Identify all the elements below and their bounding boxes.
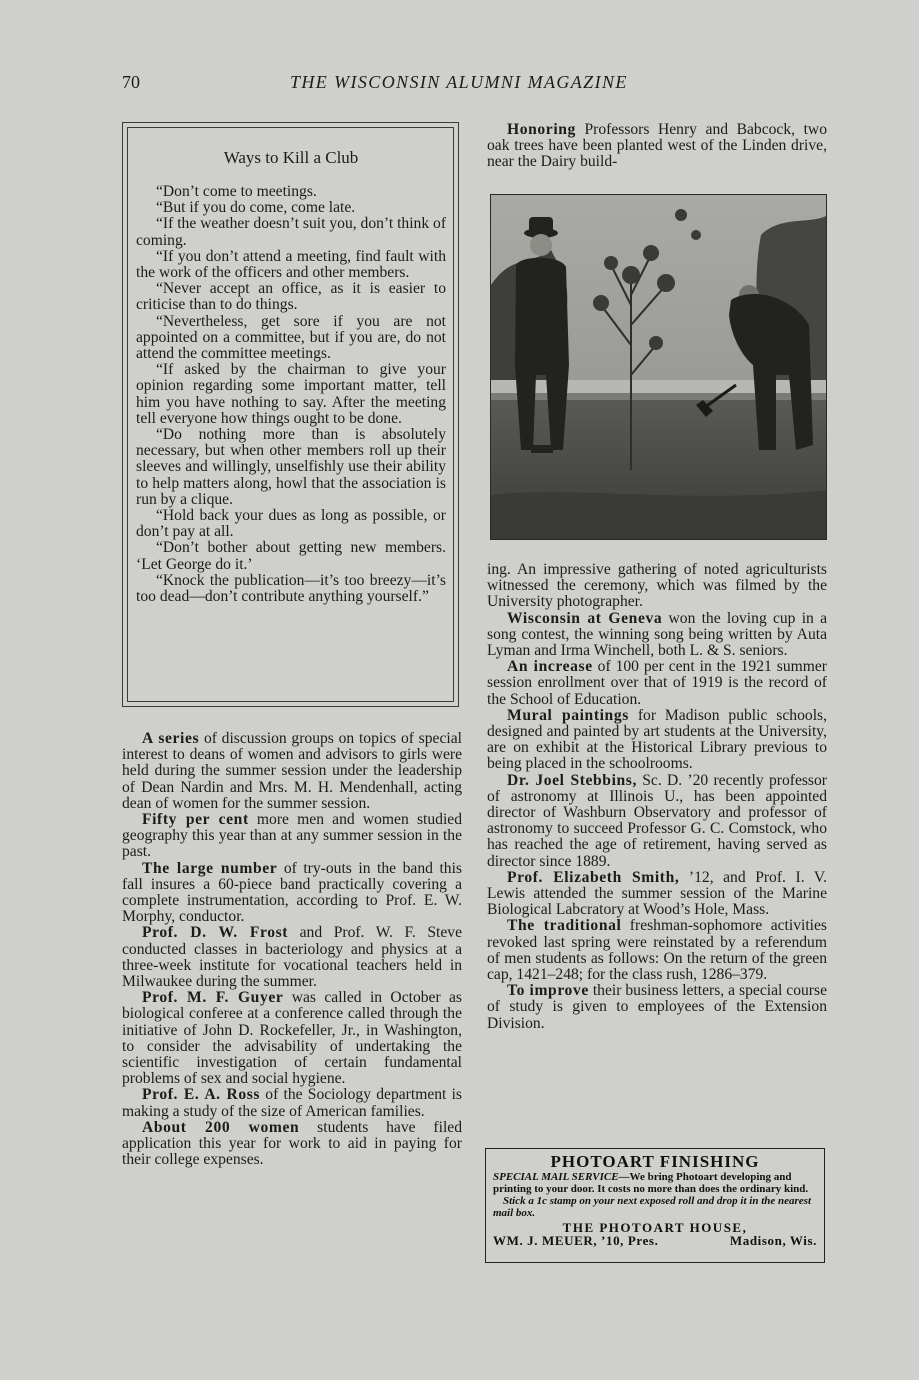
ad-city: Madison, Wis.: [729, 1233, 817, 1248]
ad-stamp: [493, 1195, 817, 1219]
article-lead: Mural paintings: [507, 706, 629, 724]
right-column-top: [487, 122, 827, 171]
article-paragraph: [122, 861, 462, 926]
ad-owner: WM. J. MEUER, ’10, Pres.: [493, 1233, 659, 1248]
ad-title: PHOTOART FINISHING: [550, 1152, 760, 1171]
article-lead: A series: [142, 730, 200, 747]
sidebar-box-paragraph: “If the weather doesn’t suit you, don’t think of coming.: [136, 215, 447, 249]
article-paragraph: [122, 925, 462, 990]
article-lead: To improve: [507, 982, 589, 1000]
article-paragraph: [122, 990, 462, 1087]
article-lead: About 200 women: [142, 1118, 300, 1136]
article-paragraph: [487, 773, 827, 870]
sidebar-box-paragraph: “Don’t come to meetings.: [156, 183, 317, 200]
article-text: for Madison public schools, designed and painted by art students at the University, are on exhibit at the Historical Library previous to being placed in the schoolrooms.: [487, 706, 827, 773]
article-text: more men and women studied geography this year than at any summer session in the past.: [122, 811, 462, 861]
sidebar-box-paragraph: “But if you do come, come late.: [156, 199, 356, 217]
article-paragraph: [487, 122, 827, 171]
ad-service-text: —We bring Photoart developing and printing to your door. It costs no more than does the ordinary kind.: [493, 1171, 809, 1195]
ad-stamp-text: Stick a 1c stamp on your next exposed roll and drop it in the nearest mail box.: [493, 1195, 812, 1219]
article-lead: Fifty per cent: [142, 811, 249, 829]
article-text: won the loving cup in a song contest, the winning song being written by Auta Lyman and Irma Winchell, both L. & S. seniors.: [487, 609, 827, 660]
article-lead: Dr. Joel Stebbins,: [507, 771, 637, 789]
article-text: students have filed application this year for work to aid in paying for their college expenses.: [122, 1118, 462, 1169]
article-text: Sc. D. ’20 recently professor of astronomy at Illinois U., has been appointed director of Washburn Observatory and professor of astronomy to succeed Professor G. C. Comstock, who has reached the age of retirement, having served as director since 1889.: [487, 771, 827, 870]
article-lead: Prof. M. F. Guyer: [142, 989, 284, 1007]
article-lead: Honoring: [507, 121, 576, 138]
article-lead: The large number: [142, 859, 278, 877]
sidebar-box-paragraph: “If you don’t attend a meeting, find fault with the work of the officers and other members.: [136, 247, 446, 282]
sidebar-box-paragraph: “Nevertheless, get sore if you are not appointed on a committee, but if you are, do not attend the committee meetings.: [136, 312, 446, 363]
sidebar-box-paragraph: “If asked by the chairman to give your opinion regarding some important matter, tell him you have nothing to say. After the meeting tell everyone how things ought to be done.: [136, 361, 446, 427]
sidebar-box: [122, 122, 459, 707]
sidebar-box-paragraph: “Never accept an office, as it is easier to criticise than to do things.: [136, 280, 446, 314]
article-lead: Prof. Elizabeth Smith,: [507, 868, 680, 886]
article-lead: An increase: [507, 658, 593, 676]
article-text: ’12, and Prof. I. V. Lewis attended the summer session of the Marine Biological Labcratory at Wood’s Hole, Mass.: [487, 868, 827, 919]
sidebar-box-body: [136, 184, 446, 605]
sidebar-box-title: Ways to Kill a Club: [223, 148, 359, 167]
page-header: [122, 72, 830, 98]
article-text: of try-outs in the band this fall insures a 60-piece band practically covering a complete instrumentation, according to Prof. E. W. Morphy, conductor.: [122, 859, 462, 926]
ad-service-label: SPECIAL MAIL SERVICE: [493, 1171, 619, 1183]
advertisement: [485, 1148, 825, 1263]
sidebar-box-paragraph: “Do nothing more than is absolutely necessary, but when other members roll up their sleeves and willingly, unselfishly use their ability to help matters along, howl that the association is run by a clique.: [136, 426, 446, 508]
article-text: was called in October as biological conferee at a conference called through the initiative of John D. Rockefeller, Jr., in Washington, to consider the advisability of undertaking the scientific investigation of certain fundamental problems of sex and social hygiene.: [122, 989, 463, 1088]
article-paragraph: [122, 1087, 462, 1119]
sidebar-box-inner: [127, 127, 454, 702]
article-paragraph: [487, 983, 827, 1032]
article-paragraph: [122, 731, 462, 812]
right-column-bottom: [487, 562, 827, 1032]
article-paragraph: [487, 562, 827, 611]
article-text: freshman-sophomore activities revoked last spring were reinstated by a referendum of men students as follows: On the return of the green cap, 1421–248; for the class rush, 1286–379.: [487, 917, 827, 984]
ad-service: [493, 1171, 817, 1195]
ad-house: THE PHOTOART HOUSE,: [562, 1220, 748, 1235]
sidebar-box-paragraph: “Hold back your dues as long as possible, or don’t pay at all.: [136, 507, 446, 541]
article-paragraph: [122, 812, 462, 861]
article-paragraph: [487, 611, 827, 660]
article-lead: Prof. E. A. Ross: [142, 1086, 261, 1104]
running-title: THE WISCONSIN ALUMNI MAGAZINE: [290, 72, 628, 92]
article-paragraph: [487, 870, 827, 919]
article-paragraph: [487, 918, 827, 983]
photo-image: [491, 195, 827, 540]
photo-tree-planting: [490, 194, 827, 540]
article-text: Professors Henry and Babcock, two oak trees have been planted west of the Linden drive, near the Dairy build-: [487, 121, 827, 171]
article-text: of the Sociology department is making a study of the size of American families.: [122, 1086, 462, 1120]
ad-owner-line: [493, 1234, 817, 1248]
article-text: and Prof. W. F. Steve conducted classes in bacteriology and physics at a three-week institute for vocational teachers held in Milwaukee during the summer.: [122, 924, 462, 991]
article-paragraph: [487, 659, 827, 708]
article-text: of discussion groups on topics of special interest to deans of women and advisors to girls were held during the summer session under the leadership of Dean Nardin and Mrs. M. H. Mendenhall, acting dean of women for the summer session.: [122, 730, 462, 812]
article-text: of 100 per cent in the 1921 summer session enrollment over that of 1919 is the record of the School of Education.: [487, 658, 827, 708]
sidebar-box-paragraph: “Don’t bother about getting new members. ‘Let George do it.’: [136, 539, 446, 573]
left-column: [122, 731, 462, 1168]
article-paragraph: [487, 708, 827, 773]
article-lead: Prof. D. W. Frost: [142, 924, 289, 942]
article-text: their business letters, a special course of study is given to employees of the Extension Division.: [487, 982, 827, 1032]
article-paragraph: [122, 1120, 462, 1169]
page-number: 70: [122, 72, 140, 92]
article-text: ing. An impressive gathering of noted agriculturists witnessed the ceremony, which was filmed by the University photographer.: [487, 561, 827, 611]
sidebar-box-paragraph: “Knock the publication—it’s too breezy—it’s too dead—don’t contribute anything yourself.”: [136, 571, 446, 606]
article-lead: The traditional: [507, 917, 622, 935]
article-lead: Wisconsin at Geneva: [507, 609, 663, 627]
